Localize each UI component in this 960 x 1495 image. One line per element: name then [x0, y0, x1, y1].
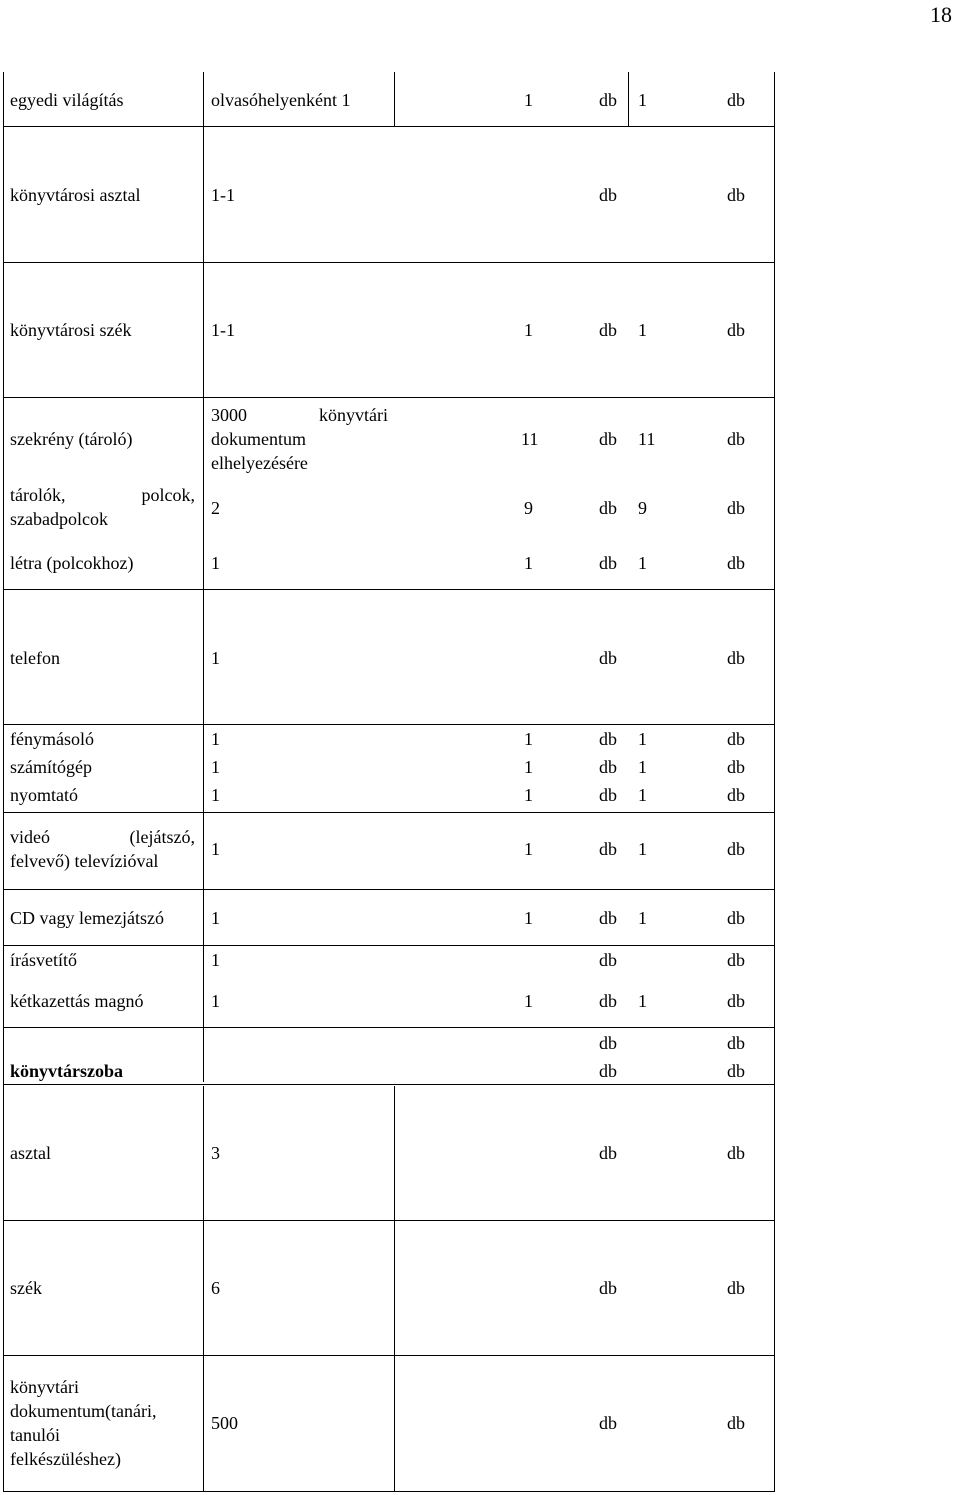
unit-2: db — [727, 757, 745, 777]
unit-2: db — [727, 908, 745, 928]
unit-1: db — [599, 1143, 617, 1163]
unit-2: db — [727, 553, 745, 573]
unit-1: db — [599, 991, 617, 1011]
unit-1: db — [599, 757, 617, 777]
unit-2: db — [727, 839, 745, 859]
quantity-2: 1 — [638, 991, 647, 1011]
unit-2: db — [727, 1143, 745, 1163]
quantity-2: 1 — [638, 553, 647, 573]
unit-2: db — [727, 1413, 745, 1433]
unit-1: db — [599, 839, 617, 859]
item-name-line: könyvtári — [10, 1377, 79, 1397]
unit-2: db — [727, 729, 745, 749]
item-name: számítógép — [10, 757, 92, 777]
item-spec: 3 — [211, 1143, 220, 1163]
quantity-1: 1 — [524, 90, 533, 110]
unit-1: db — [599, 950, 617, 970]
quantity-1: 1 — [524, 785, 533, 805]
item-name: könyvtárosi asztal — [10, 185, 141, 205]
unit-2: db — [727, 950, 745, 970]
item-name-line: tanulói — [10, 1425, 60, 1445]
item-spec: 1 — [211, 729, 220, 749]
quantity-1: 1 — [524, 757, 533, 777]
unit-2: db — [727, 1033, 745, 1053]
item-name: írásvetítő — [10, 950, 77, 970]
item-name: nyomtató — [10, 785, 78, 805]
unit-2: db — [727, 991, 745, 1011]
item-spec-line: 3000 könyvtári — [211, 405, 388, 425]
item-name-line: dokumentum(tanári, — [10, 1401, 157, 1421]
quantity-1: 1 — [524, 320, 533, 340]
unit-2: db — [727, 320, 745, 340]
item-spec: 1 — [211, 757, 220, 777]
item-spec: 2 — [211, 498, 220, 518]
item-spec: 1 — [211, 950, 220, 970]
unit-1: db — [599, 908, 617, 928]
item-spec: 1-1 — [211, 185, 235, 205]
quantity-2: 1 — [638, 320, 647, 340]
item-name: könyvtárosi szék — [10, 320, 132, 340]
quantity-2: 1 — [638, 785, 647, 805]
item-name-line: szabadpolcok — [10, 509, 108, 529]
item-name-line: videó (lejátszó, — [10, 827, 195, 847]
quantity-1: 1 — [524, 553, 533, 573]
item-name: egyedi világítás — [10, 90, 124, 110]
unit-1: db — [599, 185, 617, 205]
unit-1: db — [599, 648, 617, 668]
unit-2: db — [727, 90, 745, 110]
item-spec: 1 — [211, 839, 220, 859]
item-name-line: felvevő) televízióval — [10, 851, 159, 871]
unit-1: db — [599, 1278, 617, 1298]
item-name-line: felkészüléshez) — [10, 1449, 121, 1469]
unit-2: db — [727, 1278, 745, 1298]
item-spec: 6 — [211, 1278, 220, 1298]
quantity-1: 11 — [521, 429, 539, 449]
unit-2: db — [727, 785, 745, 805]
unit-1: db — [599, 320, 617, 340]
unit-1: db — [599, 1413, 617, 1433]
unit-1: db — [599, 553, 617, 573]
quantity-2: 1 — [638, 729, 647, 749]
quantity-2: 1 — [638, 839, 647, 859]
quantity-1: 1 — [524, 991, 533, 1011]
item-spec-line: elhelyezésére — [211, 453, 308, 473]
unit-1: db — [599, 1061, 617, 1081]
item-name: telefon — [10, 648, 60, 668]
unit-1: db — [599, 1033, 617, 1053]
item-name-line: tárolók, polcok, — [10, 485, 195, 505]
unit-1: db — [599, 90, 617, 110]
unit-2: db — [727, 185, 745, 205]
unit-2: db — [727, 648, 745, 668]
quantity-1: 1 — [524, 729, 533, 749]
item-spec: 1 — [211, 991, 220, 1011]
quantity-2: 11 — [638, 429, 656, 449]
section-heading: könyvtárszoba — [10, 1061, 124, 1081]
quantity-2: 1 — [638, 908, 647, 928]
unit-2: db — [727, 1061, 745, 1081]
item-name: CD vagy lemezjátszó — [10, 908, 164, 928]
unit-2: db — [727, 429, 745, 449]
quantity-1: 9 — [524, 498, 533, 518]
unit-2: db — [727, 498, 745, 518]
item-spec: 1 — [211, 553, 220, 573]
item-spec: 500 — [211, 1413, 238, 1433]
page-number: 18 — [930, 2, 952, 27]
item-spec: 1 — [211, 908, 220, 928]
quantity-2: 1 — [638, 90, 647, 110]
quantity-2: 9 — [638, 498, 647, 518]
item-name: létra (polcokhoz) — [10, 553, 134, 573]
quantity-1: 1 — [524, 839, 533, 859]
quantity-2: 1 — [638, 757, 647, 777]
item-name: asztal — [10, 1143, 51, 1163]
unit-1: db — [599, 498, 617, 518]
item-name: szék — [10, 1278, 42, 1298]
item-spec: olvasóhelyenként 1 — [211, 90, 351, 110]
item-name: kétkazettás magnó — [10, 991, 144, 1011]
unit-1: db — [599, 785, 617, 805]
item-name: szekrény (tároló) — [10, 429, 133, 449]
item-spec: 1 — [211, 785, 220, 805]
unit-1: db — [599, 729, 617, 749]
item-spec-line: dokumentum — [211, 429, 306, 449]
quantity-1: 1 — [524, 908, 533, 928]
item-spec: 1 — [211, 648, 220, 668]
item-name: fénymásoló — [10, 729, 94, 749]
unit-1: db — [599, 429, 617, 449]
item-spec: 1-1 — [211, 320, 235, 340]
